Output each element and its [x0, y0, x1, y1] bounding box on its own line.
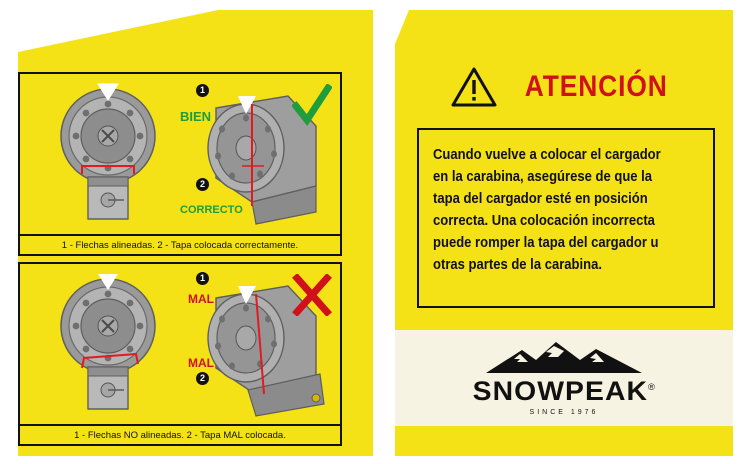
warning-title: ATENCIÓN	[524, 70, 668, 103]
label-bien: BIEN	[180, 109, 212, 124]
label-correcto: CORRECTO	[180, 204, 243, 216]
label-mal-top: MAL	[188, 292, 214, 306]
callout-1-incorrect: 1	[196, 272, 209, 285]
warning-text: Cuando vuelve a colocar el cargador en la carabina, asegúrese de que la tapa del cargador esté en posición correcta. Una colocación incorrecta puede romper la tapa del cargador u otras partes de la carabina.	[433, 147, 661, 273]
figure-incorrect-caption: 1 - Flechas NO alineadas. 2 - Tapa MAL colocada.	[20, 424, 340, 444]
mountain-icon	[484, 340, 644, 374]
figure-correct	[18, 72, 342, 256]
brand-name	[472, 376, 655, 407]
brand-tagline: SINCE 1976	[529, 409, 599, 416]
callout-2-incorrect: 2	[196, 372, 209, 385]
callout-2-correct: 2	[196, 178, 209, 191]
warning-header	[395, 62, 733, 112]
label-mal-bottom: MAL	[188, 356, 214, 370]
brand-name-text: SNOWPEAK	[472, 376, 648, 406]
correct-illustration	[20, 74, 336, 232]
cross-icon	[292, 274, 332, 316]
check-icon	[292, 84, 332, 128]
incorrect-illustration	[20, 264, 336, 422]
warning-text-box	[417, 128, 715, 308]
callout-1-correct: 1	[196, 84, 209, 97]
figure-correct-caption: 1 - Flechas alineadas. 2 - Tapa colocada correctamente.	[20, 234, 340, 254]
brand-registered-mark: ®	[647, 382, 656, 392]
warning-triangle-icon	[451, 66, 497, 108]
brand-band	[395, 330, 733, 426]
figure-incorrect	[18, 262, 342, 446]
